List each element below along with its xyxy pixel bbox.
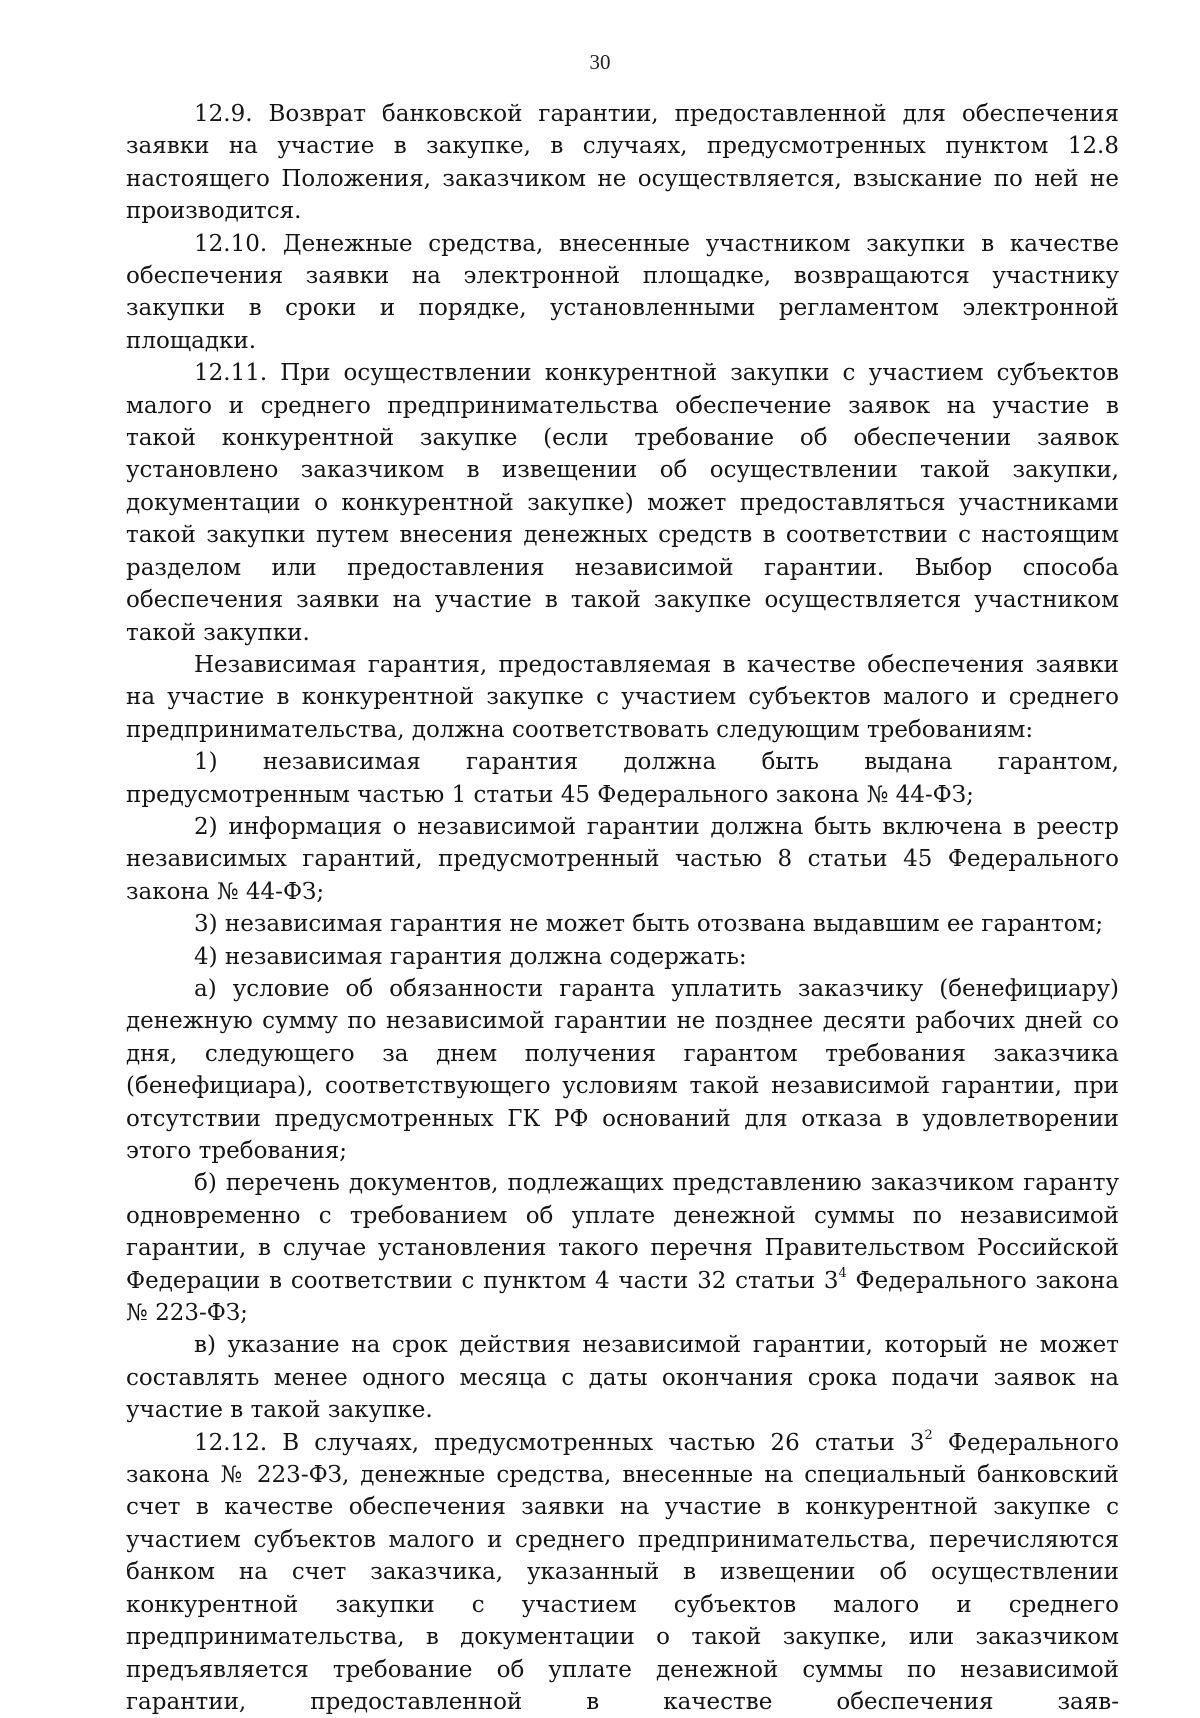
paragraph-12-9: 12.9. Возврат банковской гарантии, предоставленной для обеспечения заявки на участие в закупке, в случаях, предусмотренных пунктом 12.8 настоящего Положения, заказчиком не осуществляется, взыскание по ней не производится.	[126, 101, 1119, 225]
list-item-b: б) перечень документов, подлежащих представлению заказчиком гаранту одновременно с требованием об уплате денежной суммы по независимой гарантии, в случае установления такого перечня Правительством Российской Федерации в соответствии с пунктом 4 части 32 статьи $3^4$ Федерального закона № 223-ФЗ;	[126, 1170, 1119, 1327]
paragraph-12-12: 12.12. В случаях, предусмотренных частью 26 статьи $3^2$ Федерального закона № 223-ФЗ, денежные средства, внесенные на специальный банковский счет в качестве обеспечения заявки на участие в конкурентной закупке с участием субъектов малого и среднего предпринимательства, перечисляются банком на счет заказчика, указанный в извещении об осуществлении конкурентной закупки с участием субъектов малого и среднего предпринимательства, в документации о такой закупке, или заказчиком предъявляется требование об уплате денежной суммы по независимой гарантии, предоставленной в качестве обеспечения заяв-	[126, 1428, 1119, 1715]
list-item-a: а) условие об обязанности гаранта уплатить заказчику (бенефициару) денежную сумму по независимой гарантии не позднее десяти рабочих дней со дня, следующего за днем получения гарантом требования заказчика (бенефициара), соответствующего условиям такой независимой гарантии, при отсутствии предусмотренных ГК РФ оснований для отказа в удовлетворении этого требования;	[126, 975, 1119, 1164]
document-body	[126, 98, 1119, 1718]
list-item-1: 1) независимая гарантия должна быть выдана гарантом, предусмотренным частью 1 статьи 45 Федерального закона № 44-ФЗ;	[126, 749, 1119, 808]
list-item-4: 4) независимая гарантия должна содержать:	[194, 943, 747, 970]
list-item-3: 3) независимая гарантия не может быть отозвана выдавшим ее гарантом;	[194, 911, 1104, 938]
paragraph-guarantee-requirements: Независимая гарантия, предоставляемая в качестве обеспечения заявки на участие в конкурентной закупке с участием субъектов малого и среднего предпринимательства, должна соответствовать следующим требованиям:	[126, 651, 1119, 743]
page-number: 30	[589, 50, 611, 74]
superscript: 4	[838, 1265, 847, 1281]
paragraph-12-10: 12.10. Денежные средства, внесенные участником закупки в качестве обеспечения заявки на электронной площадке, возвращаются участнику закупки в сроки и порядке, установленными регламентом электронной площадки.	[126, 230, 1119, 354]
paragraph-12-11: 12.11. При осуществлении конкурентной закупки с участием субъектов малого и среднего предпринимательства обеспечение заявок на участие в такой конкурентной закупке (если требование об обеспечении заявок установлено заказчиком в извещении об осуществлении такой закупки, документации о конкурентной закупке) может предоставляться участниками такой закупки путем внесения денежных средств в соответствии с настоящим разделом или предоставления независимой гарантии. Выбор способа обеспечения заявки на участие в такой закупке осуществляется участником такой закупки.	[126, 360, 1119, 646]
superscript: 2	[924, 1428, 933, 1443]
list-item-v: в) указание на срок действия независимой гарантии, который не может составлять менее одного месяца с даты окончания срока подачи заявок на участие в такой закупке.	[126, 1332, 1119, 1424]
list-item-2: 2) информация о независимой гарантии должна быть включена в реестр независимых гарантий, предусмотренный частью 8 статьи 45 Федерального закона № 44-ФЗ;	[126, 813, 1119, 905]
